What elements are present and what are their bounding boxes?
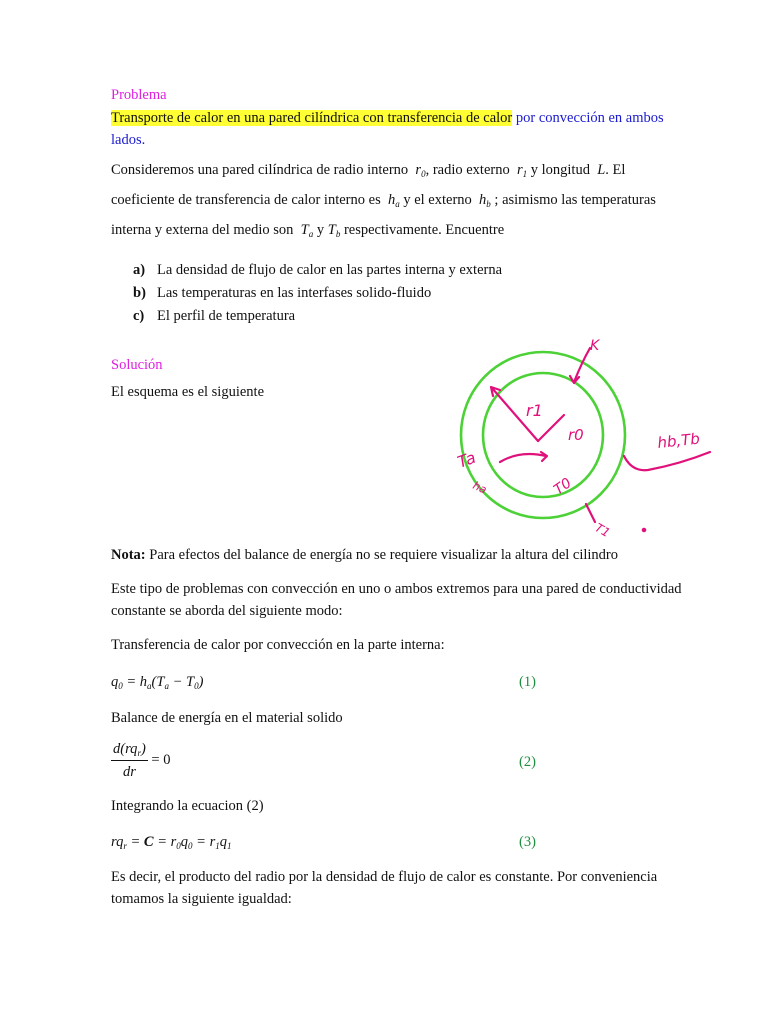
math-r1: $r_1$ <box>513 162 528 179</box>
equation-1: $q_0 = h_a(T_a - T_0)$ <box>111 674 204 691</box>
equation-3: $rq_r = C = r_0q_0 = r_1q_1$ <box>111 834 232 851</box>
integrating-heading: Integrando la ecuacion (2) <box>111 798 264 814</box>
label-Ta: Ta <box>454 447 479 472</box>
math-Tb: $T_b$ <box>327 222 341 239</box>
math-hb: $h_b$ <box>475 192 491 209</box>
eq2-number: (2) <box>519 754 536 770</box>
intro-line-3: interna y externa del medio son $T_a$ y $T_b$ respectivamente. Encuentre <box>111 222 505 239</box>
label-T0: T0 <box>551 475 575 499</box>
inner-arrow <box>500 454 546 462</box>
list-item: a) La densidad de flujo de calor en las partes interna y externa <box>133 262 503 278</box>
paragraph-method: Este tipo de problemas con convección en uno o ambos extremos para una pared de conductividad constante se aborda del siguiente modo: <box>111 581 682 619</box>
note: Nota: Para efectos del balance de energía no se requiere visualizar la altura del cilindro <box>111 547 619 563</box>
title-rest: por convección en ambos lados. <box>111 110 664 148</box>
label-r1: r1 <box>526 401 543 420</box>
label-r0: r0 <box>568 426 584 444</box>
eq1-number: (1) <box>519 674 536 690</box>
math-Ta: $T_a$ <box>297 222 314 239</box>
intro-line-2: coeficiente de transferencia de calor interno es $h_a$ y el externo $h_b$ ; asimismo las temperaturas <box>111 192 656 209</box>
problem-title <box>111 107 686 151</box>
math-r0: $r_0$ <box>411 162 426 179</box>
math-L: L <box>593 162 606 178</box>
cylinder-diagram <box>440 330 730 540</box>
list-item: b) Las temperaturas en las interfases solido-fluido <box>133 285 432 301</box>
scheme-text: El esquema es el siguiente <box>111 384 265 400</box>
equation-2: $\frac{d(rq_r)}{dr}$ = 0 <box>113 741 171 780</box>
eq3-number: (3) <box>519 834 536 850</box>
intro-line-1: Consideremos una pared cilíndrica de radio interno $r_0$, radio externo $r_1$ y longitud L. El <box>111 162 626 179</box>
label-k: K <box>590 338 600 354</box>
list-item: c) El perfil de temperatura <box>133 308 296 324</box>
problem-label: Problema <box>111 87 167 103</box>
energy-balance-heading: Balance de energía en el material solido <box>111 710 343 726</box>
solution-label: Solución <box>111 357 163 373</box>
hb-bracket <box>624 452 710 470</box>
title-highlighted: Transporte de calor en una pared cilíndrica con transferencia de calor <box>111 110 513 126</box>
label-hbTb: hb,Tb <box>656 429 701 452</box>
label-T1: T1 <box>592 520 613 540</box>
label-ha: ha <box>470 478 489 497</box>
paragraph-final: Es decir, el producto del radio por la densidad de flujo de calor es constante. Por conveniencia tomamos la siguiente igualdad: <box>111 869 658 907</box>
math-ha: $h_a$ <box>384 192 400 209</box>
conv-inner-heading: Transferencia de calor por convección en la parte interna: <box>111 637 445 653</box>
question-list <box>111 259 671 328</box>
problem-intro <box>111 155 691 245</box>
